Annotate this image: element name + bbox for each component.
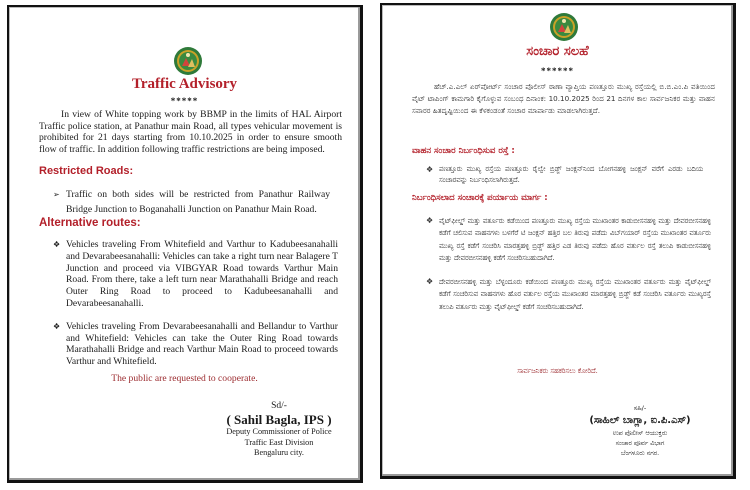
- restricted-roads-list: [53, 187, 330, 217]
- signatory-division: Traffic East Division: [244, 437, 314, 447]
- kannada-advisory-page: [380, 3, 736, 479]
- diamond-bullet-icon: ❖: [426, 277, 434, 287]
- signatory-designation: Deputy Commissioner of Police: [226, 427, 332, 436]
- alternative-routes-heading: ನಿರ್ಬಂಧಿಸಲಾದ ಸಂಚಾರಕ್ಕೆ ಪರ್ಯಾಯ ಮಾರ್ಗ :: [412, 193, 548, 203]
- cooperate-note: The public are requested to cooperate.: [111, 373, 258, 384]
- signatory-name: (ಸಾಹಿಲ್ ಬಾಗ್ಲಾ, ಐ.ಪಿ.ಎಸ್): [589, 415, 691, 426]
- list-item: [53, 321, 338, 368]
- diamond-bullet-icon: ❖: [53, 240, 61, 249]
- route-text: Vehicles traveling From Devarabeesanahalli and Bellandur to Varthur and Whitefield: Vehicles can take the Outer Ring Road towards Marathahalli Bridge and reach Varthur Main Road to proceed towards Varthur and Whitefield.: [66, 320, 338, 368]
- intro-paragraph: ಹೆಚ್.ಎ.ಎಲ್ ಏರ್‌ಪೋರ್ಟ್ ಸಂಚಾರ ಪೊಲೀಸ್ ಠಾಣಾ ವ್ಯಾಪ್ತಿಯ ಪಣತ್ತೂರು ಮುಖ್ಯ ರಸ್ತೆಯಲ್ಲಿ ಬಿ.ಬಿ.ಎಂ.ಪಿ ವತಿಯಿಂದ ವೈಟ್ ಟಾಪಿಂಗ್ ಕಾಮಗಾರಿ ಕೈಗೊಳ್ಳುವ ಸಂಬಂಧ ದಿನಾಂಕ: 10.10.2025 ರಿಂದ 21 ದಿನಗಳ ಕಾಲ ಸಾರ್ವಜನಿಕರ ಮತ್ತು ವಾಹನ ಸವಾರರ ಹಿತದೃಷ್ಟಿಯಿಂದ ಈ ಕೆಳಕಂಡಂತೆ ಸಂಚಾರ ಮಾರ್ಪಾಡು ಮಾಡಲಾಗಿರುತ್ತದೆ.: [412, 82, 715, 116]
- list-item: [53, 239, 338, 310]
- signature-block: [570, 402, 710, 458]
- route-text: ವೈಟ್‌ಫೀಲ್ಡ್ ಮತ್ತು ವರ್ತೂರು ಕಡೆಯಿಂದ ಪಣತ್ತೂರು ಮುಖ್ಯ ರಸ್ತೆಯ ಮುಖಾಂತರ ಕಾಡುಬೀಸನಹಳ್ಳಿ ಮತ್ತು ದೇವರಬೀಸನಹಳ್ಳಿ ಕಡೆಗೆ ಚಲಿಸುವ ವಾಹನಗಳು ಬಳಗೆರೆ ಟಿ ಜಂಕ್ಷನ್ ಹತ್ತಿರ ಬಲ ತಿರುವು ಪಡೆದು ವಿಬ್‌ಗಯಾರ್ ರಸ್ತೆಯ ಮುಖಾಂತರ ವರ್ತೂರು ಮುಖ್ಯ ರಸ್ತೆ ಕಡೆಗೆ ಸಂಚರಿಸಿ ಮಾರತ್ತಹಳ್ಳಿ ಬ್ರಿಡ್ಜ್ ಹತ್ತಿರ ಎಡ ತಿರುವು ಪಡೆದು ಹೊರ ವರ್ತುಲ ರಸ್ತೆ ತಲುಪಿ ಕಾಡುಬೀಸನಹಳ್ಳಿ ಮತ್ತು ದೇವರಬೀಸನಹಳ್ಳಿ ಕಡೆಗೆ ಸಂಚರಿಸಬಹುದಾಗಿದೆ.: [439, 217, 711, 262]
- alternative-routes-heading: Alternative routes:: [39, 217, 141, 229]
- signatory-city: ಬೆಂಗಳೂರು ನಗರ.: [620, 449, 660, 457]
- signed-mark: Sd/-: [271, 401, 287, 411]
- alternative-routes-list: [53, 239, 338, 379]
- restricted-roads-list: [426, 164, 703, 187]
- intro-paragraph: In view of White topping work by BBMP in the limits of HAL Airport Traffic police station, at Panathur main Road, all types vehicular movement is prohibited for 21 days starting from 10.10.2025 in order to ensure smooth flow of traffic. In addition following traffic restrictions are being imposed.: [39, 109, 342, 155]
- diamond-bullet-icon: ❖: [426, 165, 434, 174]
- traffic-police-emblem-icon: [173, 46, 203, 76]
- signatory-city: Bengaluru city.: [254, 448, 304, 457]
- list-item: [426, 164, 703, 187]
- alternative-routes-list: [426, 215, 711, 325]
- signed-mark: ಸಹಿ/-: [633, 404, 647, 412]
- route-text: Vehicles traveling From Whitefield and Varthur to Kadubeesanahalli and Devarabeesanahalli: Vehicles can take a right turn near Balagere T Junction and proceed via VIBGYAR Road towards Varthur Main Road. From there, take a left turn near Marathahalli Bridge and reach Outer Ring Road to proceed to Kadubeesanahalli and Devarabeesanahalli.: [66, 239, 338, 309]
- restricted-road-text: Traffic on both sides will be restricted from Panathur Railway Bridge Junction to Boganahalli Junction on Panathur Main Road.: [66, 189, 330, 215]
- list-item: [53, 187, 330, 217]
- restricted-roads-heading: Restricted Roads:: [39, 165, 134, 177]
- traffic-police-emblem-icon: [549, 12, 579, 42]
- route-text: ದೇವರಬೀಸನಹಳ್ಳಿ ಮತ್ತು ಬೆಳ್ಳಂದೂರು ಕಡೆಯಿಂದ ಪಣತ್ತೂರು ಮುಖ್ಯ ರಸ್ತೆಯ ಮುಖಾಂತರ ವರ್ತೂರು ಮತ್ತು ವೈಟ್‌ಫೀಲ್ಡ್ ಕಡೆಗೆ ಸಂಚರಿಸುವ ವಾಹನಗಳು ಹೊರ ವರ್ತುಲ ರಸ್ತೆಯ ಮುಖಾಂತರ ಮಾರತ್ತಹಳ್ಳಿ ಬ್ರಿಡ್ಜ್ ಕಡೆ ಸಂಚರಿಸಿ ವರ್ತೂರು ಮುಖ್ಯರಸ್ತೆ ತಲುಪಿ ವರ್ತೂರು ಮತ್ತು ವೈಟ್‌ಫೀಲ್ಡ್ ಕಡೆಗೆ ಸಂಚರಿಸಬಹುದಾಗಿದೆ.: [439, 278, 711, 311]
- restricted-roads-heading: ವಾಹನ ಸಂಚಾರ ನಿರ್ಬಂಧಿಸುವ ರಸ್ತೆ :: [412, 146, 515, 156]
- advisory-title: Traffic Advisory: [131, 76, 238, 92]
- signature-block: [214, 400, 344, 459]
- advisory-title: ಸಂಚಾರ ಸಲಹೆ: [526, 44, 589, 59]
- english-advisory-page: [7, 5, 363, 483]
- title-separator: *****: [170, 96, 199, 106]
- diamond-bullet-icon: ❖: [53, 321, 61, 331]
- title-separator: ******: [541, 66, 574, 76]
- diamond-bullet-icon: ❖: [426, 216, 434, 225]
- arrow-bullet-icon: ➢: [53, 190, 60, 199]
- signatory-division: ಸಂಚಾರ ಪೂರ್ವ ವಿಭಾಗ: [615, 439, 665, 447]
- list-item: [426, 276, 711, 313]
- cooperate-note: ಸಾರ್ವಜನಿಕರು ಸಹಕರಿಸಲು ಕೋರಿದೆ.: [517, 367, 598, 375]
- signatory-name: ( Sahil Bagla, IPS ): [226, 412, 332, 427]
- list-item: [426, 215, 711, 264]
- restricted-road-text: ಪಣತ್ತೂರು ಮುಖ್ಯ ರಸ್ತೆಯ ಪಣತ್ತೂರು ರೈಲ್ವೇ ಬ್ರಿಡ್ಜ್ ಜಂಕ್ಷನ್‌ನಿಂದ ಬೋಗನಹಳ್ಳಿ ಜಂಕ್ಷನ್ ವರೆಗೆ ಎರಡು ಬದಿಯ ಸಂಚಾರವನ್ನು ನಿರ್ಬಂಧಿಸಲಾಗಿರುತ್ತದೆ.: [439, 165, 703, 185]
- signatory-designation: ಉಪ ಪೊಲೀಸ್ ಆಯುಕ್ತರು: [612, 429, 668, 437]
